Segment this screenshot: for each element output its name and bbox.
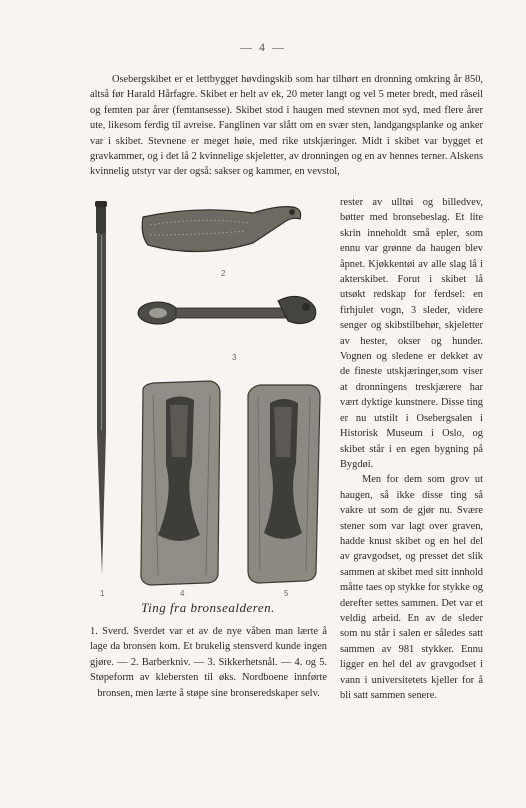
right-column bbox=[340, 195, 483, 703]
sword-image bbox=[95, 201, 107, 575]
mould-5-image bbox=[248, 385, 320, 583]
bronze-age-figure bbox=[88, 195, 333, 605]
razor-knife-image bbox=[142, 207, 301, 252]
safety-pin-image bbox=[138, 296, 316, 324]
page-number: — 4 — bbox=[240, 40, 286, 54]
figure-illustration bbox=[88, 195, 333, 605]
figure-caption-title: Ting fra bronsealderen. bbox=[141, 600, 275, 615]
figure-label-5: 5 bbox=[284, 589, 289, 598]
figure-label-2: 2 bbox=[221, 269, 226, 278]
figure-label-4: 4 bbox=[180, 589, 185, 598]
right-column-continuation: rester av ulltøi og billedvev, bøtter med bronsebeslag. Et lite skrin inneholdt små epler, som ennu var grønne da haugen blev åpnet. Kjøkkentøi av alle slag lå i akterskibet. Forut i skibet lå utsøkt redskap for ferdsel: en firhjulet vogn, 3 sleder, videre senger og skibstilbehør, skjeletter av hester, okser og hunder. Vognen og sledene er dekket av de fineste utskjæringer,som viser at dronningens treskjærere har vært dyktige kunstnere. Disse ting er nu utstilt i Osebergsalen i Historisk Museum i Oslo, og skibet står i en egen bygning på Bygdøi. bbox=[340, 197, 483, 470]
right-column-paragraph-2: Men for dem som grov ut haugen, så ikke disse ting så vakre ut som de gjør nu. Svære stener som var lagt over graven, hadde knust skibet og en hel del av gravgodset, og presset det slik sammen at skibet med sitt innhold måtte taes op stykke for stykke og derefter settes sammen. Det var et veldig arbeid. En av de sleder som nu står i salen er således satt sammen av 981 stykker. Ennu ligger en hel del av gravgodset i vann i universitetets kjeller for å bli satt sammen senere. bbox=[340, 474, 483, 701]
figure-label-3: 3 bbox=[232, 353, 237, 362]
mould-4-image bbox=[141, 381, 220, 585]
figure-caption-text: 1. Sverd. Sverdet var et av de nye våben man lærte å lage da bronsen kom. Et brukelig stensverd kunde ingen gjøre. — 2. Barberkniv. — 3. Sikkerhetsnål. — 4. og 5. Støpeform av klebersten til øks. Nordboene innførte bronsen, men lærte å støpe sine bronseredskaper selv. bbox=[90, 626, 327, 699]
figure-label-1: 1 bbox=[100, 589, 105, 598]
intro-paragraph: Osebergskibet er et lettbygget høvdingskib som har tilhørt en dronning omkring år 850, altså før Harald Hårfagre. Skibet er helt av ek, 20 meter langt og vel 5 meter bredt, med råseil og femten par årer (femtansesse). Skibet stod i haugen med stevnen mot syd, med flere årer ute, likesom ferdig til avreise. Fanglinen var slått om en svær sten, landgangsplanke og anker var i skibet. Stevnene er meget høie, med rike utskjæringer. Midt i skibet var bygget et gravkammer, og i det lå 2 kvinnelige skjeletter, av dronningen og en av hennes terner. Alskens kvinnelig utstyr var der også: sakser og kammer, en vevstol, bbox=[90, 74, 483, 178]
